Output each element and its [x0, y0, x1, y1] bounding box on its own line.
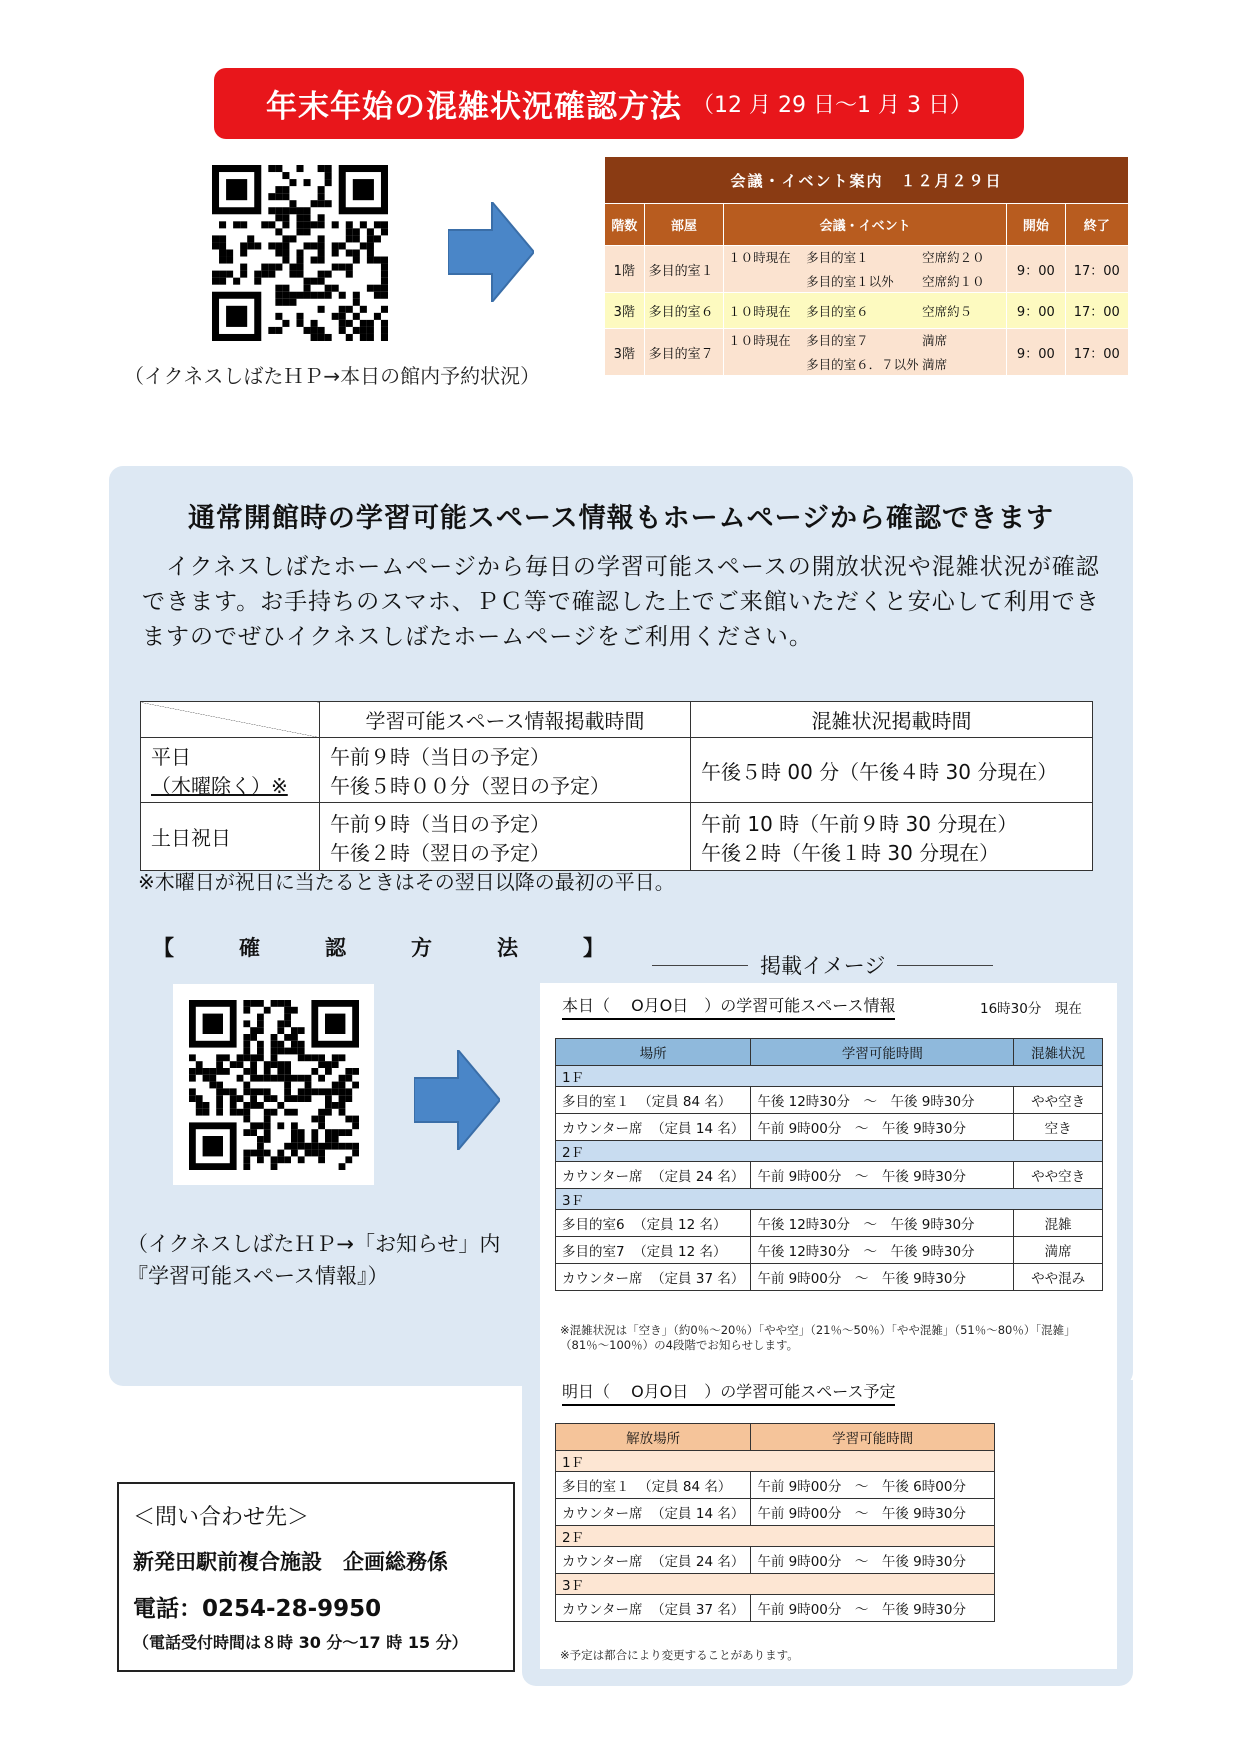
schedule-table: [140, 701, 1093, 871]
arrow-right-icon: [414, 1050, 500, 1150]
event-row-end: 17：00: [1065, 293, 1128, 329]
col-event: 会議・イベント: [724, 204, 1007, 246]
col-start: 開始: [1007, 204, 1065, 246]
event-row-room: 多目的室１: [644, 246, 724, 293]
col-room: 部屋: [644, 204, 724, 246]
qr-code-bottom[interactable]: [173, 984, 374, 1185]
col-floor: 階数: [605, 204, 645, 246]
banner-title: 年末年始の混雑状況確認方法: [266, 89, 683, 125]
col-end: 終了: [1065, 204, 1128, 246]
today-table: 場所 学習可能時間 混雑状況 1Ｆ 多目的室１ （定員 84 名） 午後 12時30分 ～ 午後 9時30分 やや空き カウンター席 （定員 14 名） 午前 9時00分 ～ 午後 9時30分 空き 2Ｆ カウンター席 （定員 24 名） 午前 9時00分 ～ 午後 9時30分 やや空き 3Ｆ 多目的室6 （定員 12 名） 午後 12時30分 ～ 午後 9時30分 混雑 多目的室7 （定員 12 名） 午後 12時30分 ～ 午後 9時30分 満席 カウンター席 （定員 37 名） 午前 9時00分 ～ 午後 9時30分 やや混み: [555, 1038, 1103, 1291]
contact-hours: （電話受付時間は８時 30 分～17 時 15 分）: [133, 1633, 468, 1652]
schedule-holiday: 土日祝日: [141, 803, 320, 871]
contact-org: 新発田駅前複合施設 企画総務係: [133, 1550, 448, 1574]
section-paragraph: イクネスしばたホームページから毎日の学習可能スペースの開放状況や混雑状況が確認できます。お手持ちのスマホ、ＰＣ等で確認した上でご来館いただくと安心して利用できますのでぜひイクネスしばたホームページをご利用ください。: [142, 554, 1100, 650]
table-row: カウンター席 （定員 24 名） 午前 9時00分 ～ 午後 9時30分: [556, 1547, 995, 1574]
event-row-start: 9：00: [1007, 246, 1065, 293]
table-row: カウンター席 （定員 37 名） 午前 9時00分 ～ 午後 9時30分: [556, 1595, 995, 1622]
schedule-holiday-crowd: 午前 10 時（午前９時 30 分現在） 午後２時（午後１時 30 分現在）: [691, 803, 1093, 871]
table-row: カウンター席 （定員 14 名） 午前 9時00分 ～ 午後 9時30分 空き: [556, 1114, 1103, 1141]
table-row: 多目的室１ （定員 84 名） 午前 9時00分 ～ 午後 6時00分: [556, 1472, 995, 1499]
event-row-detail: １０時現在 多目的室６ 空席約５: [724, 293, 1007, 329]
event-row-floor: 1階: [605, 246, 645, 293]
image-label: 掲載イメージ: [640, 950, 1005, 980]
event-row-floor: 3階: [605, 329, 645, 376]
schedule-weekday-crowd: 午後５時 00 分（午後４時 30 分現在）: [691, 738, 1093, 803]
today-title: 本日（ O月O日 ）の学習可能スペース情報: [562, 993, 895, 1020]
schedule-corner: [141, 702, 320, 738]
event-row-start: 9：00: [1007, 329, 1065, 376]
schedule-holiday-space: 午前９時（当日の予定） 午後２時（翌日の予定）: [320, 803, 691, 871]
arrow-right-icon: [448, 202, 534, 302]
table-row: 多目的室１ （定員 84 名） 午後 12時30分 ～ 午後 9時30分 やや空き: [556, 1087, 1103, 1114]
top-caption: （イクネスしばたＨＰ→本日の館内予約状況）: [124, 364, 541, 388]
contact-phone[interactable]: 電話：0254-28-9950: [133, 1596, 382, 1622]
section-heading: 通常開館時の学習可能スペース情報もホームページから確認できます: [187, 503, 1055, 534]
table-row: カウンター席 （定員 37 名） 午前 9時00分 ～ 午後 9時30分 やや混み: [556, 1264, 1103, 1291]
banner-dates: （12 月 29 日～1 月 3 日）: [692, 93, 972, 118]
event-row-end: 17：00: [1065, 329, 1128, 376]
contact-heading: ＜問い合わせ先＞: [133, 1505, 310, 1530]
event-row-floor: 3階: [605, 293, 645, 329]
tomorrow-table: 解放場所 学習可能時間 1Ｆ 多目的室１ （定員 84 名） 午前 9時00分 ～ 午後 6時00分 カウンター席 （定員 14 名） 午前 9時00分 ～ 午後 9時30分 2Ｆ カウンター席 （定員 24 名） 午前 9時00分 ～ 午後 9時30分 3Ｆ カウンター席 （定員 37 名） 午前 9時00分 ～ 午後 9時30分: [555, 1423, 995, 1622]
homepage-image: [540, 983, 1117, 1669]
qr-code-top[interactable]: [212, 165, 388, 341]
tomorrow-title: 明日（ O月O日 ）の学習可能スペース予定: [562, 1379, 895, 1406]
title-banner: [214, 68, 1024, 139]
method-heading: 【 確 認 方 法 】: [153, 936, 626, 960]
event-row-detail: １０時現在 多目的室１ 空席約２０ 多目的室１以外 空席約１０: [724, 246, 1007, 293]
today-note: ※混雑状況は「空き」（約0％～20％）「やや空」（21％～50％）「やや混雑」（51％～80％）「混雑」 （81％～100％）の4段階でお知らせします。: [560, 1323, 1076, 1352]
schedule-col2: 混雑状況掲載時間: [691, 702, 1093, 738]
event-row-end: 17：00: [1065, 246, 1128, 293]
schedule-weekday-space: 午前９時（当日の予定） 午後５時００分（翌日の予定）: [320, 738, 691, 803]
table-row: 多目的室7 （定員 12 名） 午後 12時30分 ～ 午後 9時30分 満席: [556, 1237, 1103, 1264]
event-table-header: 会議・イベント案内 １２月２９日: [605, 157, 1129, 204]
schedule-weekday: 平日 （木曜除く）※: [141, 738, 320, 803]
event-row-room: 多目的室７: [644, 329, 724, 376]
table-row: カウンター席 （定員 24 名） 午前 9時00分 ～ 午後 9時30分 やや空き: [556, 1162, 1103, 1189]
event-row-detail: １０時現在 多目的室７ 満席 多目的室６．７以外 満席: [724, 329, 1007, 376]
method-caption: （イクネスしばたＨＰ→「お知らせ」内 『学習可能スペース情報』）: [127, 1232, 501, 1288]
tomorrow-note: ※予定は都合により変更することがあります。: [560, 1648, 799, 1662]
thursday-note: ※木曜日が祝日に当たるときはその翌日以降の最初の平日。: [138, 870, 675, 894]
event-table-image: [604, 156, 1129, 376]
contact-box: [117, 1482, 515, 1672]
event-row-room: 多目的室６: [644, 293, 724, 329]
schedule-col1: 学習可能スペース情報掲載時間: [320, 702, 691, 738]
table-row: 多目的室6 （定員 12 名） 午後 12時30分 ～ 午後 9時30分 混雑: [556, 1210, 1103, 1237]
today-asof: 16時30分 現在: [980, 1001, 1082, 1017]
event-row-start: 9：00: [1007, 293, 1065, 329]
table-row: カウンター席 （定員 14 名） 午前 9時00分 ～ 午後 9時30分: [556, 1499, 995, 1526]
